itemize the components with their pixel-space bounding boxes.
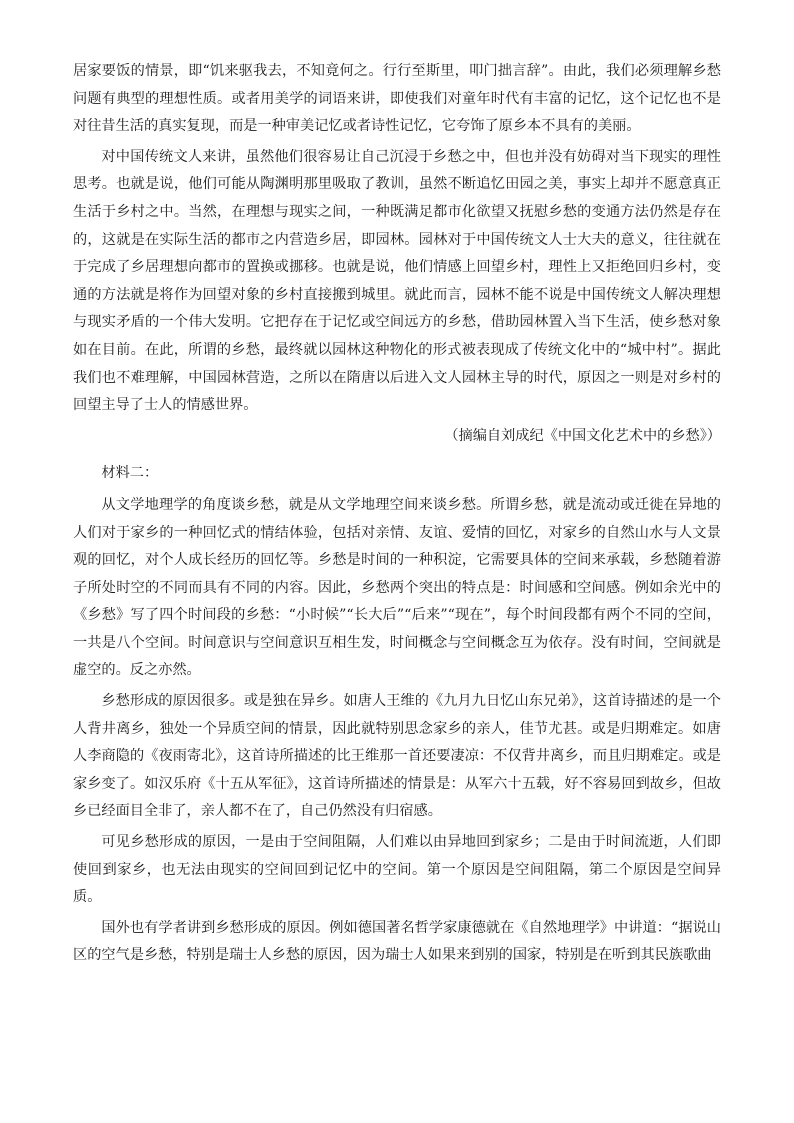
body-paragraph: 乡愁形成的原因很多。或是独在异乡。如唐人王维的《九月九日忆山东兄弟》，这首诗描述的是一个人背井离乡，独处一个异质空间的情景，因此就特别思念家乡的亲人，佳节尤甚。或是归期难定。如唐人李商隐的《夜雨寄北》，这首诗所描述的比王维那一首还要凄凉：不仅背井离乡，而且归期难定。或是家乡变了。如汉乐府《十五从军征》，这首诗所描述的情景是：从军六十五载，好不容易回到故乡，但故乡已经面目全非了，亲人都不在了，自己仍然没有归宿感。 — [73, 693, 721, 820]
document-body — [73, 58, 721, 973]
body-paragraph: 国外也有学者讲到乡愁形成的原因。例如德国著名哲学家康德就在《自然地理学》中讲道：“据说山区的空气是乡愁，特别是瑞士人乡愁的原因，因为瑞士人如果来到别的国家，特别是在听到其民族歌曲 — [73, 919, 721, 964]
source-citation: （摘编自刘成纪《中国文化艺术中的乡愁》） — [444, 427, 721, 444]
body-paragraph: 居家要饭的情景，即“饥来驱我去，不知竟何之。行行至斯里，叩门拙言辞”。由此，我们必须理解乡愁问题有典型的理想性质。或者用美学的词语来讲，即使我们对童年时代有丰富的记忆，这个记忆也不是对往昔生活的真实复现，而是一种审美记忆或者诗性记忆，它夸饰了原乡本不具有的美丽。 — [73, 63, 721, 135]
body-paragraph: 可见乡愁形成的原因，一是由于空间阻隔，人们难以由异地回到家乡；二是由于时间流逝，人们即使回到家乡，也无法由现实的空间回到记忆中的空间。第一个原因是空间阻隔，第二个原因是空间异质。 — [73, 834, 721, 906]
body-paragraph: 对中国传统文人来讲，虽然他们很容易让自己沉浸于乡愁之中，但也并没有妨碍对当下现实的理性思考。也就是说，他们可能从陶渊明那里吸取了教训，虽然不断追忆田园之美，事实上却并不愿意真正生活于乡村之中。当然，在理想与现实之间，一种既满足都市化欲望又抚慰乡愁的变通方法仍然是存在的，这就是在实际生活的都市之内营造乡居，即园林。园林对于中国传统文人士大夫的意义，往往就在于完成了乡居理想向都市的置换或挪移。也就是说，他们情感上回望乡村，理性上又拒绝回归乡村，变通的方法就是将作为回望对象的乡村直接搬到城里。就此而言，园林不能不说是中国传统文人解决理想与现实矛盾的一个伟大发明。它把存在于记忆或空间远方的乡愁，借助园林置入当下生活，使乡愁对象如在目前。在此，所谓的乡愁，最终就以园林这种物化的形式被表现成了传统文化中的“城中村”。据此我们也不难理解，中国园林营造，之所以在隋唐以后进入文人园林主导的时代，原因之一则是对乡村的回望主导了士人的情感世界。 — [73, 148, 721, 414]
section-label: 材料二： — [101, 465, 159, 482]
body-paragraph: 从文学地理学的角度谈乡愁，就是从文学地理空间来谈乡愁。所谓乡愁，就是流动或迁徙在异地的人们对于家乡的一种回忆式的情结体验，包括对亲情、友谊、爱情的回忆，对家乡的自然山水与人文景观的回忆，对个人成长经历的回忆等。乡愁是时间的一种积淀，它需要具体的空间来承载，乡愁随着游子所处时空的不同而具有不同的内容。因此，乡愁两个突出的特点是：时间感和空间感。例如余光中的《乡愁》写了四个时间段的乡愁：“小时候”“长大后”“后来”“现在”，每个时间段都有两个不同的空间，一共是八个空间。时间意识与空间意识互相生发，时间概念与空间概念互为依存。没有时间，空间就是虚空的。反之亦然。 — [73, 496, 721, 679]
